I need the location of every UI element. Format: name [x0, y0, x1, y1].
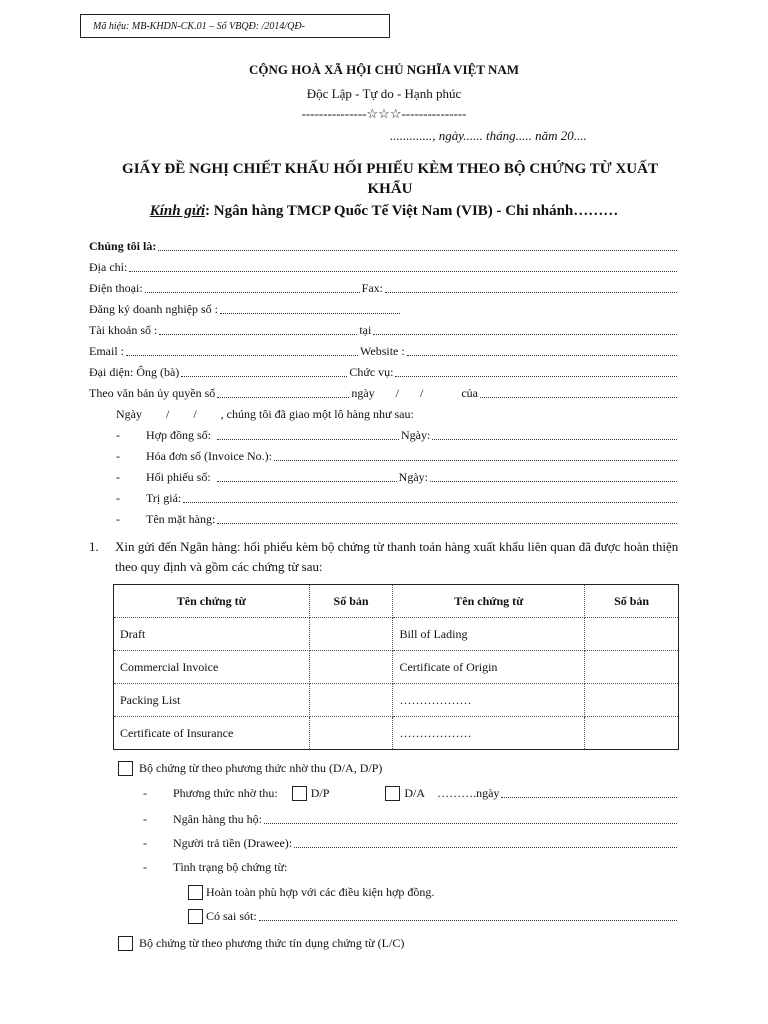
collection-checkbox[interactable] [118, 761, 133, 776]
da-suffix: ……….ngày [437, 786, 500, 800]
da-label: D/A [404, 786, 426, 800]
bank-label: Ngân hàng thu hộ: [173, 812, 262, 826]
fill-line[interactable] [373, 322, 677, 335]
field-hop-dong [116, 425, 679, 443]
doc-name-cell: Bill of Lading [393, 618, 585, 651]
column-header: Tên chứng từ [393, 585, 585, 618]
doc-name-cell: Draft [114, 618, 310, 651]
fill-line[interactable] [501, 785, 677, 798]
fill-line[interactable] [220, 301, 400, 314]
bullet-dash: - [143, 860, 147, 874]
fill-line[interactable] [407, 343, 677, 356]
field-dien-thoai [89, 278, 679, 296]
copies-cell[interactable] [309, 717, 393, 750]
drawee-label: Người trả tiền (Drawee): [173, 836, 293, 850]
fill-line[interactable] [158, 238, 677, 251]
section-text: Xin gửi đến Ngân hàng: hối phiếu kèm bộ chứng từ thanh toán hàng xuất khẩu liên quan đã được hoàn thiện theo quy định và gồm các chứng từ sau: [115, 539, 679, 574]
table-row [114, 618, 679, 651]
table-row [114, 651, 679, 684]
collection-method [143, 783, 679, 801]
fill-line[interactable] [217, 511, 677, 524]
table-row [114, 717, 679, 750]
column-header: Tên chứng từ [114, 585, 310, 618]
fill-line[interactable] [129, 259, 677, 272]
recipient-prefix: Kính gửi [149, 203, 205, 219]
field-label: Tài khoản số : [89, 323, 158, 337]
national-motto: Độc Lập - Tự do - Hạnh phúc [306, 86, 462, 101]
date-line: ............., ngày...... tháng..... năm 20.... [390, 128, 587, 143]
field-label: ngày / / [351, 386, 424, 400]
status-ok-option [188, 882, 679, 900]
field-dia-chi [89, 257, 679, 275]
status-label: Tình trạng bộ chứng từ: [173, 860, 288, 874]
collection-drawee [143, 833, 679, 851]
dp-checkbox[interactable] [292, 786, 307, 801]
bullet-dash: - [116, 512, 120, 526]
field-uy-quyen [89, 383, 679, 401]
field-label: Đại diện: Ông (bà) [89, 365, 180, 379]
header-separator: ---------------☆☆☆--------------- [301, 106, 467, 121]
fill-line[interactable] [217, 469, 397, 482]
fill-line[interactable] [159, 322, 357, 335]
fill-line[interactable] [294, 835, 677, 848]
doc-name-cell: Commercial Invoice [114, 651, 310, 684]
field-label: Fax: [361, 281, 383, 295]
fill-line[interactable] [480, 385, 677, 398]
lc-label: Bộ chứng từ theo phương thức tín dụng chứng từ (L/C) [139, 936, 405, 950]
table-header-row [114, 585, 679, 618]
fill-line[interactable] [264, 811, 677, 824]
field-label: Trị giá: [146, 491, 182, 505]
error-checkbox[interactable] [188, 909, 203, 924]
document-code: Mã hiệu: MB-KHDN-CK.01 – Số VBQĐ: /2014/QĐ- [93, 21, 305, 32]
fill-line[interactable] [145, 280, 360, 293]
da-checkbox[interactable] [385, 786, 400, 801]
field-label: của [461, 386, 478, 400]
field-label: Tên mặt hàng: [146, 512, 216, 526]
field-label: Chúng tôi là: [89, 239, 157, 253]
fill-line[interactable] [385, 280, 677, 293]
fill-line[interactable] [181, 364, 347, 377]
fill-line[interactable] [183, 490, 677, 503]
field-hoa-don [116, 446, 679, 464]
doc-name-cell[interactable]: ……………… [393, 717, 585, 750]
copies-cell[interactable] [585, 618, 679, 651]
method-label: Phương thức nhờ thu: [173, 786, 278, 800]
fill-line[interactable] [217, 385, 349, 398]
copies-cell[interactable] [585, 717, 679, 750]
bullet-dash: - [116, 428, 120, 442]
field-label: Ngày / / , chúng tôi đã giao một lô hàng như sau: [116, 407, 414, 421]
field-dai-dien [89, 362, 679, 380]
copies-cell[interactable] [585, 684, 679, 717]
collection-option [118, 758, 679, 776]
field-label: Đăng ký doanh nghiệp số : [89, 302, 218, 316]
bullet-dash: - [143, 786, 147, 800]
field-label: Theo văn bản ủy quyền số [89, 386, 216, 400]
field-label: tại [359, 323, 372, 337]
ok-label: Hoàn toàn phù hợp với các điều kiện hợp đồng. [206, 885, 435, 899]
copies-cell[interactable] [585, 651, 679, 684]
fill-line[interactable] [126, 343, 358, 356]
documents-table [113, 584, 679, 750]
bullet-dash: - [143, 812, 147, 826]
field-label: Website : [360, 344, 405, 358]
column-header: Số bản [585, 585, 679, 618]
nation-title: CỘNG HOÀ XÃ HỘI CHỦ NGHĨA VIỆT NAM [248, 62, 520, 77]
dp-label: D/P [310, 786, 330, 800]
lc-option [118, 933, 679, 951]
collection-label: Bộ chứng từ theo phương thức nhờ thu (D/A, D/P) [139, 761, 383, 775]
column-header: Số bản [309, 585, 393, 618]
field-ngay-giao [116, 404, 679, 422]
field-label: Ngày: [398, 470, 428, 484]
doc-name-cell: Certificate of Origin [393, 651, 585, 684]
collection-status [143, 857, 679, 875]
bullet-dash: - [143, 836, 147, 850]
document-code-box [80, 14, 390, 38]
field-label: Hối phiếu số: [146, 470, 211, 484]
copies-cell[interactable] [309, 684, 393, 717]
collection-bank [143, 809, 679, 827]
bullet-dash: - [116, 491, 120, 505]
ok-checkbox[interactable] [188, 885, 203, 900]
fill-line[interactable] [217, 427, 399, 440]
field-tri-gia [116, 488, 679, 506]
bullet-dash: - [116, 470, 120, 484]
doc-name-cell[interactable]: ……………… [393, 684, 585, 717]
field-label: Điện thoại: [89, 281, 143, 295]
field-label: Địa chỉ: [89, 260, 128, 274]
fill-line[interactable] [259, 908, 677, 921]
fill-line[interactable] [430, 469, 677, 482]
field-label: Chức vụ: [349, 365, 394, 379]
copies-cell[interactable] [309, 618, 393, 651]
document-title: GIẤY ĐỀ NGHỊ CHIẾT KHẤU HỐI PHIẾU KÈM THEO BỘ CHỨNG TỪ XUẤT KHẨU [122, 161, 658, 197]
status-error-option [188, 906, 679, 924]
field-hoi-phieu [116, 467, 679, 485]
fill-line[interactable] [395, 364, 677, 377]
field-ten-mat-hang [116, 509, 679, 527]
field-label: Ngày: [401, 428, 431, 442]
section-number: 1. [89, 539, 99, 554]
table-row [114, 684, 679, 717]
field-label: Hợp đồng số: [146, 428, 212, 442]
doc-name-cell: Packing List [114, 684, 310, 717]
field-chung-toi [89, 236, 679, 254]
bullet-dash: - [116, 449, 120, 463]
error-label: Có sai sót: [206, 909, 257, 923]
field-tai-khoan [89, 320, 679, 338]
doc-name-cell: Certificate of Insurance [114, 717, 310, 750]
recipient-line [0, 203, 768, 220]
field-email [89, 341, 679, 359]
field-label: Email : [89, 344, 124, 358]
field-label: Hóa đơn số (Invoice No.): [146, 449, 272, 463]
field-dang-ky [89, 299, 679, 317]
fill-line[interactable] [274, 448, 677, 461]
copies-cell[interactable] [309, 651, 393, 684]
fill-line[interactable] [432, 427, 677, 440]
lc-checkbox[interactable] [118, 936, 133, 951]
recipient-text: : Ngân hàng TMCP Quốc Tế Việt Nam (VIB) - Chi nhánh……… [205, 203, 619, 219]
